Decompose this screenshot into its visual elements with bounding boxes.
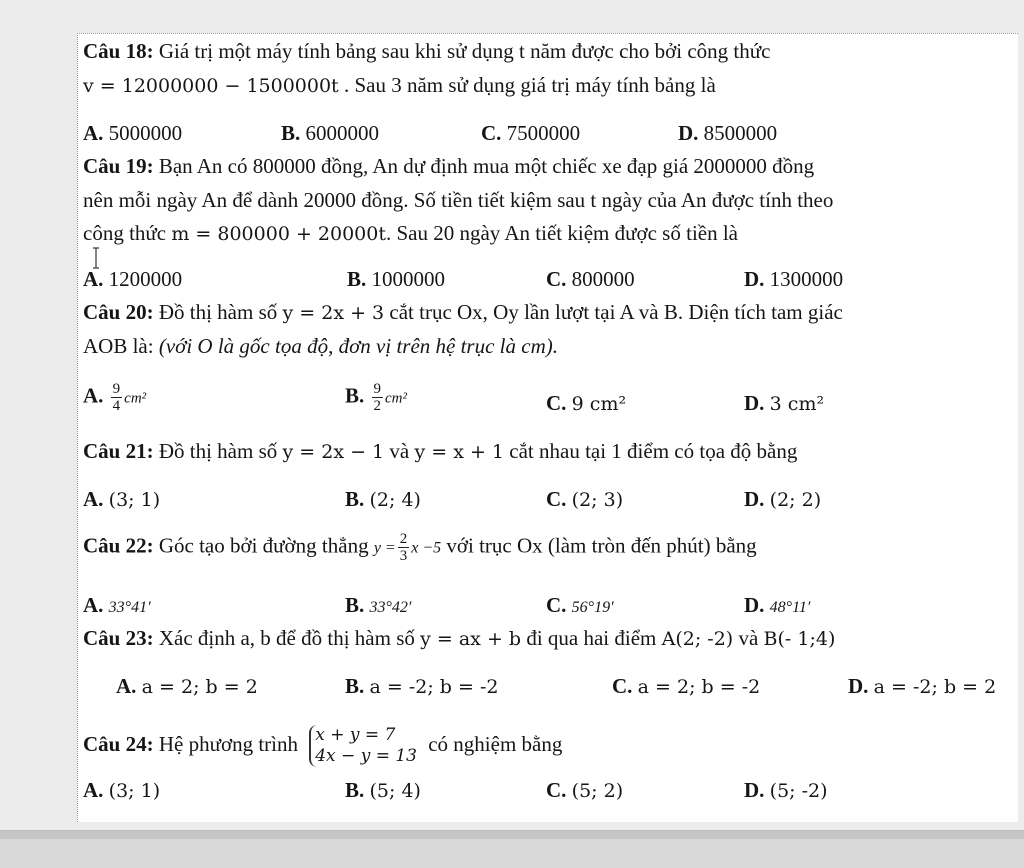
q22-label: Câu 22: — [83, 533, 154, 558]
q18-formula: v = 12000000 − 1500000t — [83, 75, 339, 97]
q19-text2: nên mỗi ngày An để dành 20000 đồng. Số tiền tiết kiệm sau t ngày của An được tính theo — [83, 188, 834, 212]
q20-line1 — [83, 299, 843, 326]
q18-text: Giá trị một máy tính bảng sau khi sử dụng t năm được cho bởi công thức — [158, 39, 771, 63]
q18-option-d[interactable]: D. 8500000 — [678, 121, 778, 145]
q22-text1a: Góc tạo bởi đường thẳng — [158, 533, 369, 558]
q19-option-c[interactable]: C. 800000 — [546, 267, 635, 291]
q24-system — [309, 725, 417, 767]
q23-line1 — [83, 625, 835, 652]
q22-option-b[interactable]: B. 33°42′ — [345, 593, 412, 617]
q21-text1c: cắt nhau tại 1 điểm có tọa độ bằng — [509, 439, 798, 463]
q21-option-d[interactable]: D. (2; 2) — [744, 487, 822, 511]
q22-option-a[interactable]: A. 33°41′ — [83, 593, 151, 617]
document-page — [77, 33, 1018, 822]
q18-option-c[interactable]: C. 7500000 — [481, 121, 581, 145]
q19-option-a[interactable]: A. 1200000 — [83, 267, 183, 291]
q19-line1 — [83, 153, 814, 179]
q19-text3b: . Sau 20 ngày An tiết kiệm được số tiền là — [385, 221, 739, 245]
q23-option-c[interactable]: C. a = 2; b = -2 — [612, 674, 761, 698]
q18-option-b[interactable]: B. 6000000 — [281, 121, 380, 145]
q20-line2 — [83, 333, 558, 359]
q21-option-b[interactable]: B. (2; 4) — [345, 487, 421, 511]
status-bar-divider — [0, 831, 1024, 839]
q21-formula1: y = 2x − 1 — [282, 441, 385, 463]
q23-formula: y = ax + b — [420, 628, 522, 650]
q24-text1b: có nghiệm bằng — [428, 732, 563, 756]
q23-point-b: B(- 1;4) — [763, 628, 836, 650]
q18-line2 — [83, 72, 716, 99]
q20-text2b: (với O là gốc tọa độ, đơn vị trên hệ trục là cm). — [158, 334, 558, 358]
q19-text3a: công thức — [83, 221, 167, 245]
q24-text1a: Hệ phương trình — [158, 732, 298, 756]
q18-label: Câu 18: — [83, 39, 154, 63]
q20-option-c[interactable]: C. 9 cm² — [546, 391, 627, 415]
q18-text2: . Sau 3 năm sử dụng giá trị máy tính bảng là — [343, 73, 716, 97]
q24-option-a[interactable]: A. (3; 1) — [83, 778, 161, 802]
q19-line2 — [83, 187, 833, 213]
q22-fraction: $\frac{2}{3}$ — [399, 531, 408, 564]
q19-formula: m = 800000 + 20000t — [171, 223, 386, 245]
q24-eq1: x + y = 7 — [315, 725, 396, 746]
q19-line3 — [83, 220, 738, 247]
q21-line1 — [83, 438, 797, 465]
q19-label: Câu 19: — [83, 154, 154, 178]
q24-option-c[interactable]: C. (5; 2) — [546, 778, 624, 802]
q20-text1b: cắt trục Ox, Oy lần lượt tại A và B. Diện tích tam giác — [389, 300, 843, 324]
q18-option-a[interactable]: A. 5000000 — [83, 121, 183, 145]
q22-text1b: với trục Ox (làm tròn đến phút) bằng — [446, 533, 757, 558]
q21-text1a: Đồ thị hàm số — [158, 439, 278, 463]
q20-option-a[interactable]: A. $\frac{9}{4}$ cm² — [83, 381, 147, 414]
q18-line1 — [83, 38, 770, 64]
q20-text2a: AOB là: — [83, 334, 154, 358]
q23-option-b[interactable]: B. a = -2; b = -2 — [345, 674, 499, 698]
q20-option-b[interactable]: B. $\frac{9}{2}$ cm² — [345, 381, 408, 414]
q24-eq2: 4x − y = 13 — [315, 746, 417, 767]
q20-b-fraction: $\frac{9}{2}$ — [373, 381, 382, 414]
q23-point-a: A(2; -2) — [661, 628, 734, 650]
q23-text1b: đi qua hai điểm — [526, 626, 657, 650]
q20-label: Câu 20: — [83, 300, 154, 324]
q23-label: Câu 23: — [83, 626, 154, 650]
q23-option-d[interactable]: D. a = -2; b = 2 — [848, 674, 997, 698]
q19-text: Bạn An có 800000 đồng, An dự định mua một chiếc xe đạp giá 2000000 đồng — [158, 154, 815, 178]
q21-formula2: y = x + 1 — [414, 441, 505, 463]
q22-option-d[interactable]: D. 48°11′ — [744, 593, 811, 617]
q20-formula: y = 2x + 3 — [282, 302, 385, 324]
q24-option-b[interactable]: B. (5; 4) — [345, 778, 421, 802]
q22-option-c[interactable]: C. 56°19′ — [546, 593, 614, 617]
q20-option-d[interactable]: D. 3 cm² — [744, 391, 825, 415]
q24-line1 — [83, 722, 562, 772]
q24-option-d[interactable]: D. (5; -2) — [744, 778, 828, 802]
q22-formula-prefix: y = — [373, 539, 396, 557]
q19-option-d[interactable]: D. 1300000 — [744, 267, 844, 291]
q23-text1a: Xác định a, b để đồ thị hàm số — [158, 626, 415, 650]
status-bar — [0, 830, 1024, 868]
q22-formula-suffix: x −5 — [411, 539, 442, 557]
q21-text1b: và — [389, 439, 410, 463]
q23-option-a[interactable]: A. a = 2; b = 2 — [116, 674, 258, 698]
q22-line1 — [83, 531, 757, 564]
q24-label: Câu 24: — [83, 732, 154, 756]
q19-option-b[interactable]: B. 1000000 — [347, 267, 446, 291]
q21-option-a[interactable]: A. (3; 1) — [83, 487, 161, 511]
q21-option-c[interactable]: C. (2; 3) — [546, 487, 624, 511]
q20-a-fraction: $\frac{9}{4}$ — [112, 381, 121, 414]
q23-text1c: và — [738, 626, 759, 650]
q21-label: Câu 21: — [83, 439, 154, 463]
q20-text1a: Đồ thị hàm số — [158, 300, 278, 324]
